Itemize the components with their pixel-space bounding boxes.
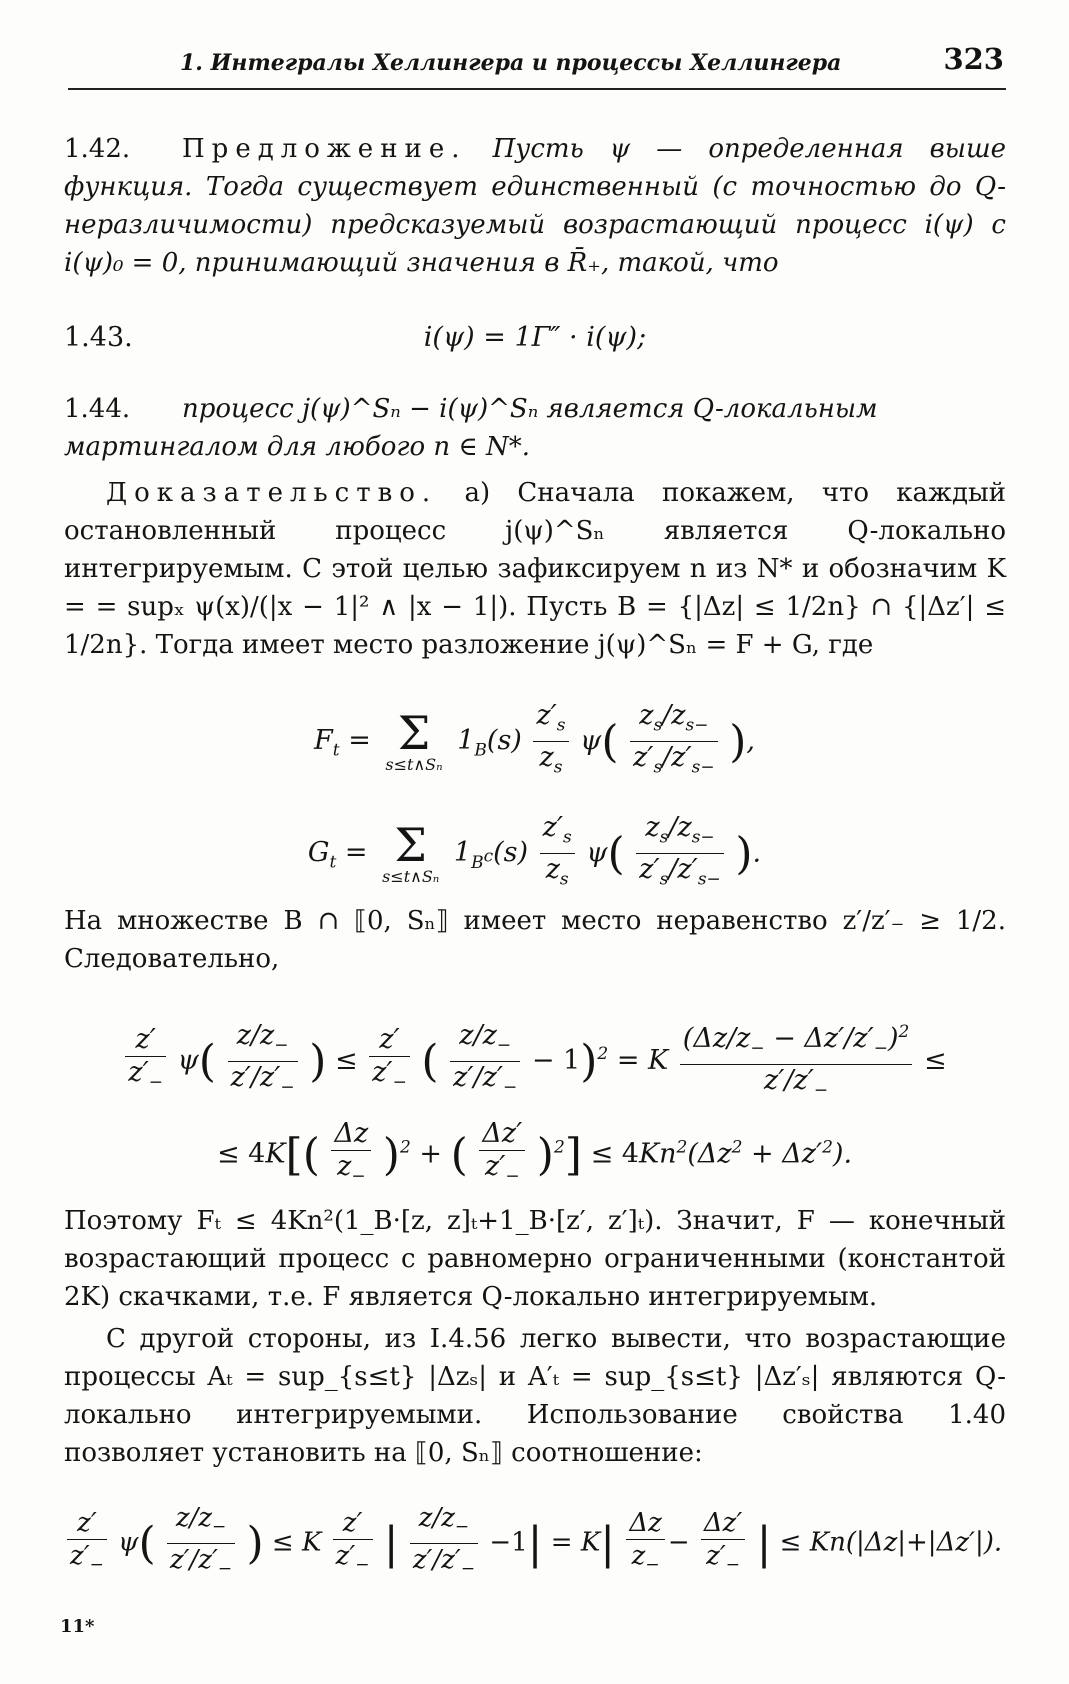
proof-paragraph-1 — [64, 474, 1006, 664]
proposition-number: 1.42. — [64, 134, 131, 164]
statement-text: процесс j(ψ)^Sₙ − i(ψ)^Sₙ является Q-локальным мартингалом для любого n ∈ N*. — [64, 394, 878, 462]
running-title: 1. Интегралы Хеллингера и процессы Хеллингера — [180, 50, 842, 76]
proposition-heading: Предложение. — [182, 134, 467, 164]
proof-text-4: С другой стороны, из I.4.56 легко вывести, что возрастающие процессы Aₜ = sup_{s≤t} |Δzₛ| и A′ₜ = sup_{s≤t} |Δz′ₛ| являются Q-локально интегрируемыми. Использование свойства 1.40 позволяет установить на ⟦0, Sₙ⟧ соотношение: — [64, 1324, 1006, 1468]
formula-G: $G_t$ = Σ s≤t∧Sₙ $1_{B^c}(s)$ $\frac{z'_s}{z_s}$ ψ( $\frac{z_s/z_{s-}}{z'_s/z'_{s-}}$ ). — [307, 812, 762, 890]
sum-sign: Σ s≤t∧Sₙ — [385, 705, 443, 774]
sum-subscript: s≤t∧Sₙ — [382, 866, 440, 886]
signature-mark: 11* — [60, 1616, 95, 1637]
inequality-line-1: $\frac{z'}{z'_-}$ ψ( $\frac{z/z_-}{z'/z'_-}$ ) ≤ $\frac{z'}{z'_-}$ ( $\frac{z/z_-}{z'/z'_-}$ − 1)$^2$ = K $\frac{(\Delta z/z_- - \Delta z'/z'_-)^2}{z'/z'_-}$ ≤ — [0, 1016, 1069, 1107]
statement-1-44 — [64, 390, 1006, 466]
proof-text-1: a) Сначала покажем, что каждый остановленный процесс j(ψ)^Sₙ является Q-локально интегрируемым. С этой целью зафиксируем n из N* и обозначим K = = supₓ ψ(x)/(|x − 1|² ∧ |x − 1|). Пусть B = {|Δz| ≤ 1/2n} ∩ {|Δz′| ≤ 1/2n}. Тогда имеет место разложение j(ψ)^Sₙ = F + G, где — [64, 478, 1007, 660]
sum-subscript: s≤t∧Sₙ — [385, 754, 443, 774]
sum-sign: Σ s≤t∧Sₙ — [382, 817, 440, 886]
proof-text-3: Поэтому Fₜ ≤ 4Kn²(1_B·[z, z]ₜ+1_B·[z′, z′]ₜ). Значит, F — конечный возрастающий процесс с равномерно ограниченными (константой 2K) скачками, т.е. F является Q-локально интегрируемым. — [64, 1206, 1006, 1312]
proof-paragraph-3 — [64, 1202, 1006, 1316]
equation-formula: i(ψ) = 1Γ″ · i(ψ); — [423, 322, 647, 353]
proof-heading: Доказательство. — [106, 478, 438, 508]
proof-text-2: На множестве B ∩ ⟦0, Sₙ⟧ имеет место неравенство z′/z′₋ ≥ 1/2. Следовательно, — [64, 906, 1006, 974]
running-head — [68, 38, 1006, 90]
statement-label: 1.44. — [64, 394, 131, 424]
proposition-statement: Пусть ψ — определенная выше функция. Тогда существует единственный (с точностью до Q-неразличимости) предсказуемый возрастающий процесс i(ψ) с i(ψ)₀ = 0, принимающий значения в R̄₊, такой, что — [64, 134, 1006, 278]
inequality-line-2: ≤ 4K[( $\frac{\Delta z}{z_-}$ )$^2$ + ( $\frac{\Delta z'}{z'_-}$ )$^2] \le 4Kn^2(\Delta z^2 + \Delta z'^2)$. — [216, 1118, 853, 1187]
page-number: 323 — [943, 42, 1004, 76]
proof-paragraph-4 — [64, 1320, 1006, 1472]
inequality-final: $\frac{z'}{z'_-}$ ψ( $\frac{z/z_-}{z'/z'_-}$ ) ≤ K $\frac{z'}{z'_-}$ | $\frac{z/z_-}{z'/z'_-}$ −1| = K| $\frac{\Delta z}{z_-}$ − $\frac{\Delta z'}{z'_-}$ | ≤ Kn(|Δz|+|Δz′|). — [64, 1502, 1014, 1585]
proof-paragraph-2 — [64, 902, 1006, 978]
formula-F: $F_t$ = Σ s≤t∧Sₙ $1_B(s)$ $\frac{z'_s}{z_s}$ ψ( $\frac{z_s/z_{s-}}{z'_s/z'_{s-}}$ ), — [314, 700, 755, 778]
equation-label: 1.43. — [64, 322, 133, 353]
proposition-1-42 — [64, 130, 1006, 282]
equation-1-43 — [64, 322, 1006, 362]
